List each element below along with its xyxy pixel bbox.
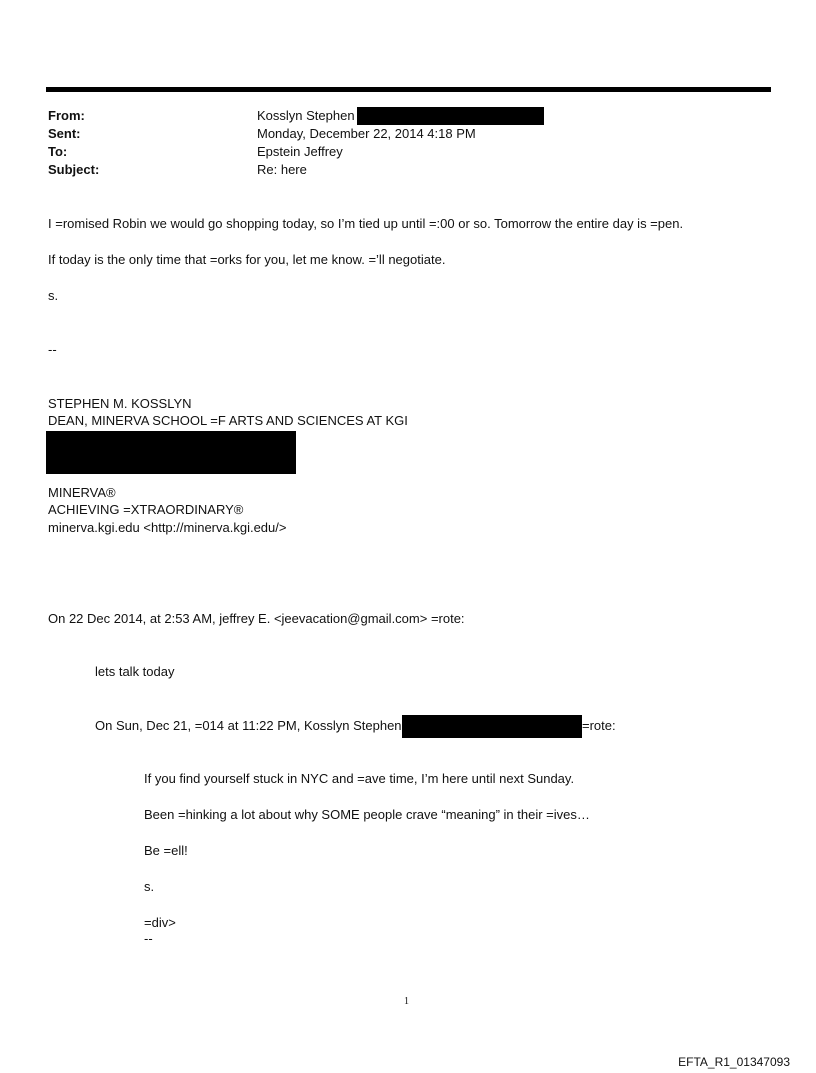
- quote2-line-4: s.: [144, 879, 155, 894]
- signature-org: MINERVA®: [48, 485, 116, 500]
- signature-url: minerva.kgi.edu <http://minerva.kgi.edu/>: [48, 520, 287, 535]
- to-label: To:: [48, 144, 68, 159]
- from-label: From:: [48, 108, 85, 123]
- sent-label: Sent:: [48, 126, 81, 141]
- header-rule: [46, 87, 771, 92]
- quote2-line-3: Be =ell!: [144, 843, 188, 858]
- page-number: 1: [404, 996, 409, 1007]
- quote2-line-6: --: [144, 931, 153, 946]
- quote2-line-2: Been =hinking a lot about why SOME people crave “meaning” in their =ives…: [144, 807, 590, 822]
- body-signoff: s.: [48, 288, 59, 303]
- quote2-line-1: If you find yourself stuck in NYC and =ave time, I’m here until next Sunday.: [144, 771, 575, 786]
- redaction-signature-contact: [46, 431, 296, 474]
- quote2-attribution-start: On Sun, Dec 21, =014 at 11:22 PM, Kosslyn Stephen: [95, 718, 402, 733]
- redaction-quote2-email: [402, 715, 582, 738]
- redaction-from-email: [357, 107, 544, 125]
- document-id: EFTA_R1_01347093: [678, 1055, 790, 1069]
- sent-value: Monday, December 22, 2014 4:18 PM: [257, 126, 476, 141]
- body-paragraph-2: If today is the only time that =orks for you, let me know. =’ll negotiate.: [48, 252, 446, 267]
- quote1-text: lets talk today: [95, 664, 175, 679]
- quote2-attribution-end: =rote:: [582, 718, 616, 733]
- quote2-line-5: =div>: [144, 915, 176, 930]
- signature-tagline: ACHIEVING =XTRAORDINARY®: [48, 502, 244, 517]
- body-paragraph-1: I =romised Robin we would go shopping today, so I’m tied up until =:00 or so. Tomorrow the entire day is =pen.: [48, 216, 684, 231]
- signature-title: DEAN, MINERVA SCHOOL =F ARTS AND SCIENCES AT KGI: [48, 413, 408, 428]
- from-value: Kosslyn Stephen: [257, 108, 355, 123]
- quote1-attribution: On 22 Dec 2014, at 2:53 AM, jeffrey E. <jeevacation@gmail.com> =rote:: [48, 611, 465, 626]
- subject-value: Re: here: [257, 162, 307, 177]
- to-value: Epstein Jeffrey: [257, 144, 343, 159]
- body-separator: --: [48, 342, 57, 357]
- signature-name: STEPHEN M. KOSSLYN: [48, 396, 192, 411]
- subject-label: Subject:: [48, 162, 100, 177]
